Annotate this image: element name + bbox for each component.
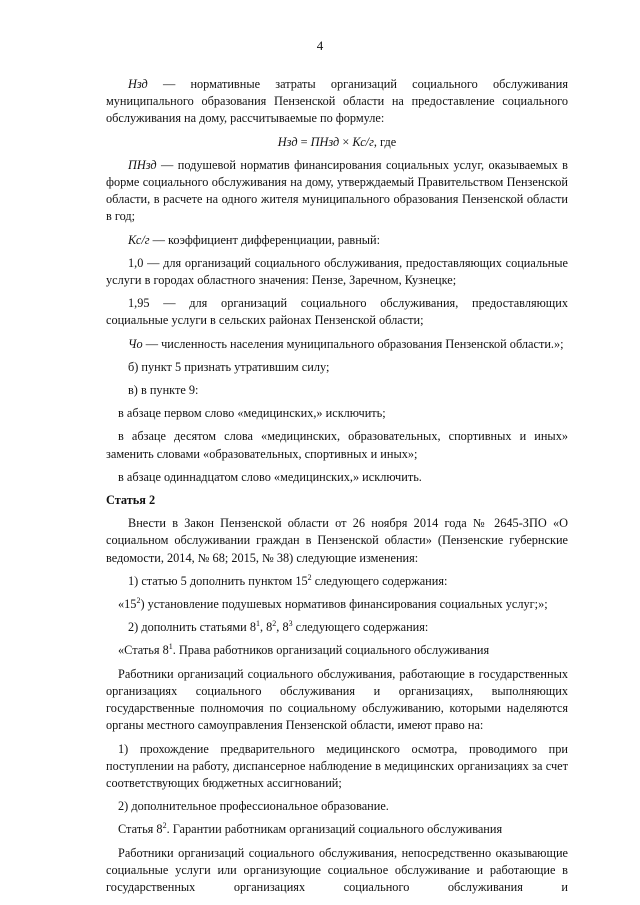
paragraph-first: в абзаце первом слово «медицинских,» исключить; (118, 406, 386, 421)
paragraph-introduce: Внести в Закон Пензенской области от 26 ноября 2014 года № 2645-ЗПО «О социальном обслуживании граждан в Пензенской области» (Пензенские губернские ведомости, 2014, № 68; 2015, № 38) следующие изменения: (106, 516, 568, 565)
paragraph-b: б) пункт 5 признать утратившим силу; (128, 359, 330, 374)
paragraph-text: — подушевой норматив финансирования социальных услуг, оказываемых в форме социального обслуживания на дому, утверждаемый Правительством Пензенской области, в расчете на одного жителя муниципального образования Пензенской области в год; (106, 157, 568, 224)
paragraph-text: 1) статью 5 дополнить пунктом 15 (128, 573, 308, 588)
symbol-ksg: Кс/г (128, 232, 150, 247)
paragraph-text: — коэффициент дифференциации, равный: (149, 232, 381, 247)
paragraph-coef-1: 1,0 — для организаций социального обслуживания, предоставляющих социальные услуги в городах областного значения: Пензе, Заречном, Кузнецке; (106, 255, 568, 288)
paragraph-text: следующего содержания: (292, 620, 429, 635)
paragraph-text: , 8 (276, 620, 289, 635)
document-body (106, 76, 568, 902)
article-2-heading: Статья 2 (106, 493, 156, 508)
paragraph-workers-guarantees: Работники организаций социального обслуживания, непосредственно оказывающие социальные услуги или организующие социальное обслуживание и работающие в государственных организациях социального обслуживания и (106, 845, 568, 894)
page-number: 4 (316, 38, 324, 53)
paragraph-text: «Статья 8 (118, 643, 169, 658)
paragraph-coef-195: 1,95 — для организаций социального обслуживания, предоставляющих социальные услуги в сельских районах Пензенской области; (106, 296, 568, 328)
superscript: 1 (168, 642, 173, 652)
formula-tail: , где (373, 134, 397, 149)
paragraph-pnzd (106, 157, 568, 226)
formula-pnzd: ПНзд (310, 134, 340, 149)
paragraph-eleventh: в абзаце одиннадцатом слово «медицинских,» исключить. (118, 469, 422, 484)
formula-ksg: Кс/г (352, 134, 374, 149)
paragraph-workers-rights: Работники организаций социального обслуживания, работающие в государственных организациях социального обслуживания и организациях, выполняющих государственные полномочия по социальному обслуживанию, которыми наделяются органы местного самоуправления Пензенской области, имеют право на: (106, 666, 568, 733)
paragraph-text: следующего содержания: (311, 573, 448, 588)
article-8-1-title (106, 642, 568, 659)
paragraph-tenth: в абзаце десятом слова «медицинских, образовательных, спортивных и иных» заменить словами «образовательных, спортивных и иных»; (106, 429, 568, 461)
paragraph-text: . Права работников организаций социального обслуживания (172, 643, 490, 658)
symbol-cho: Чо (128, 336, 143, 351)
superscript: 2 (307, 572, 312, 582)
paragraph-ksg (106, 232, 568, 249)
superscript: 2 (136, 595, 141, 605)
symbol-nzd: Нзд (128, 77, 148, 91)
superscript: 2 (272, 619, 277, 629)
paragraph-right-1: 1) прохождение предварительного медицинского осмотра, проводимого при поступлении на работу, диспансерное наблюдение в медицинских организациях за счет соответствующих бюджетных ассигнований; (106, 741, 568, 790)
paragraph-text: ) установление подушевых нормативов финансирования социальных услуг;»; (140, 597, 548, 612)
symbol-pnzd: ПНзд (128, 157, 157, 172)
paragraph-item-1 (106, 573, 568, 590)
paragraph-nzd (106, 76, 568, 128)
paragraph-text: . Гарантии работникам организаций социального обслуживания (166, 822, 503, 837)
paragraph-text: 2) дополнить статьями 8 (128, 620, 256, 635)
superscript: 3 (288, 619, 293, 629)
paragraph-text: — численность населения муниципального образования Пензенской области.»; (142, 336, 564, 351)
superscript: 1 (256, 619, 260, 629)
paragraph-cho (106, 336, 568, 353)
paragraph-item-15 (106, 596, 568, 613)
article-8-2-title (106, 821, 568, 838)
formula-nzd: Нзд (277, 134, 298, 149)
paragraph-text: , 8 (260, 620, 273, 635)
superscript: 2 (162, 821, 167, 831)
formula: Нзд = ПНзд × Кс/г, где (277, 134, 397, 149)
paragraph-v: в) в пункте 9: (128, 383, 199, 398)
paragraph-item-2 (106, 619, 568, 636)
paragraph-text: «15 (118, 597, 137, 612)
paragraph-text: — нормативные затраты организаций социального обслуживания муниципального образования Пензенской области на предоставление социального обслуживания на дому, рассчитываемые по формуле: (106, 77, 568, 126)
paragraph-text: Статья 8 (118, 822, 163, 837)
paragraph-right-2: 2) дополнительное профессиональное образование. (118, 799, 389, 814)
